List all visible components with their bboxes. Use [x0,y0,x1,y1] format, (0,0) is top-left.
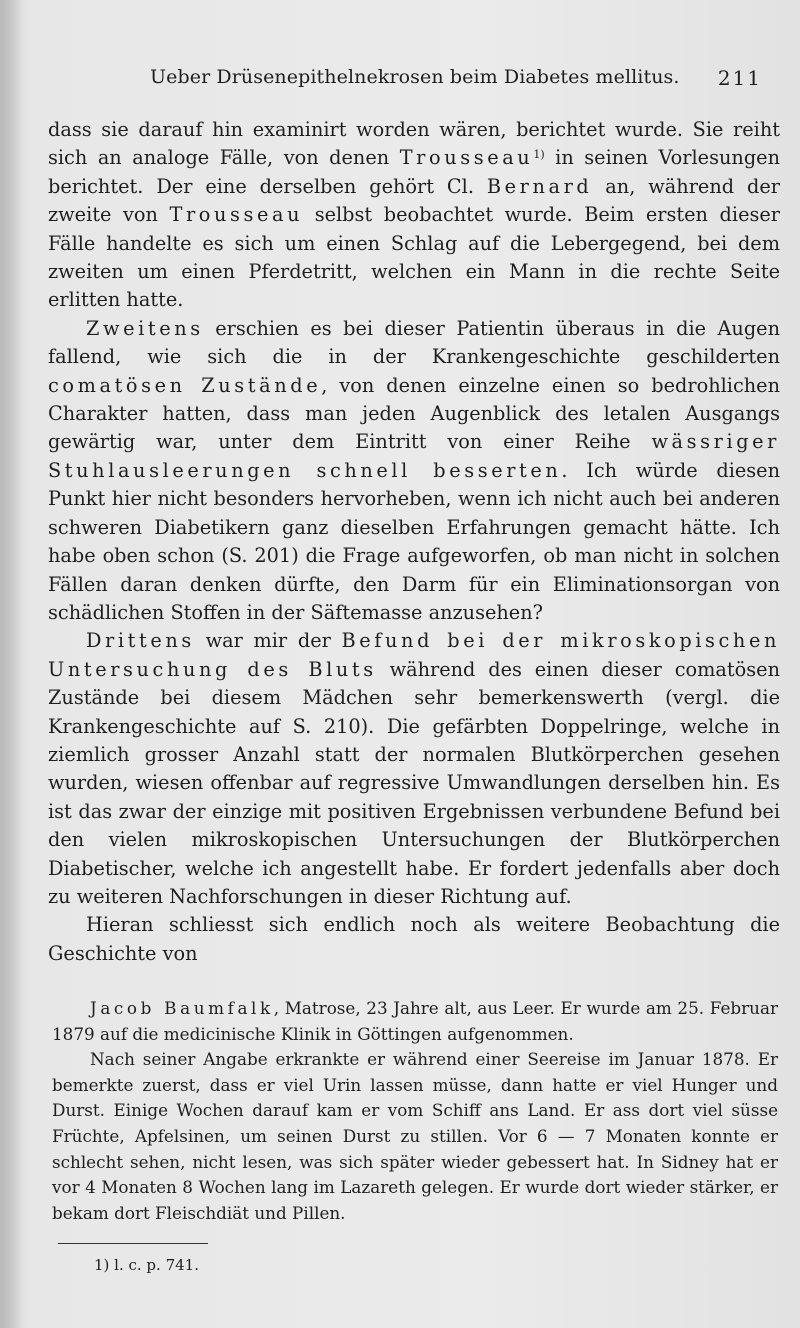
page-number: 211 [717,66,762,90]
text-run: , von denen einzelne einen so bedrohlichen Charakter hatten, dass man jeden Augenblick des letalen Ausgangs gewärtig war, unter dem Eintritt von einer Reihe [48,373,780,454]
text-run: . Ich würde diesen Punkt hier nicht besonders hervorheben, wenn ich nicht auch bei anderen schweren Diabetikern ganz dieselben Erfahrungen gemacht hätte. Ich habe oben schon (S. 201) die Frage aufgeworfen, ob man nicht in solchen Fällen daran denken dürfte, den Darm für ein Eliminationsorgan von schädlichen Stoffen in der Säftemasse anzusehen? [48,458,780,624]
gutter-shadow [0,0,22,1328]
paragraph-3 [48,627,780,911]
spaced-name: Trousseau [399,146,534,170]
text-run: in seinen Vorlesungen berichtet. Der eine derselben gehört Cl. [48,146,780,198]
text-run: war mir der [194,629,342,653]
case-report [52,996,778,1226]
patient-name: Jacob Baumfalk [90,998,274,1018]
footnote-marker: 1) [533,148,545,162]
spaced-name: Bernard [486,174,593,198]
case-history: Nach seiner Angabe erkrankte er während einer Seereise im Januar 1878. Er bemerkte zuerst, dass er viel Urin lassen müsse, dann hatte er viel Hunger und Durst. Einige Wochen darauf kam er vom Schiff ans Land. Er ass dort viel süsse Früchte, Apfelsinen, um seinen Durst zu stillen. Vor 6 — 7 Monaten konnte er schlecht sehen, nicht lesen, was sich später wieder gebessert hat. In Sidney hat er vor 4 Monaten 8 Wochen lang im Lazareth gelegen. Er wurde dort wieder stärker, er bekam dort Fleischdiät und Pillen. [52,1049,778,1223]
text-run: dass sie darauf hin examinirt worden wären, berichtet wurde. Sie reiht sich an analoge Fälle, von denen [48,118,780,170]
footnote: 1) l. c. p. 741. [94,1256,199,1274]
spaced-name: Trousseau [169,203,304,227]
spaced-emphasis: Drittens [86,629,195,653]
text-run: an, während der zweite von [48,174,780,227]
text-run: erschien es bei dieser Patientin überaus in die Augen fallend, wie sich die in der Krankengeschichte geschilderten [48,316,780,369]
spaced-emphasis: comatösen Zustände [48,373,322,397]
text-run: , Matrose, 23 Jahre alt, aus Leer. Er wurde am 25. Februar 1879 auf die medicinische Klinik in Göttingen aufgenommen. [52,998,778,1044]
paragraph-2 [48,315,780,627]
paragraph-1 [48,116,780,315]
spaced-emphasis: Befund bei der mikroskopischen Untersuchung des Bluts [48,629,780,681]
footnote-divider [58,1243,208,1244]
running-title: Ueber Drüsenepithelnekrosen beim Diabetes mellitus. [150,66,680,88]
spaced-emphasis: wässriger Stuhlausleerungen schnell besserten [48,430,780,482]
case-intro [52,996,778,1047]
main-text [48,116,780,968]
text-run: während des einen dieser comatösen Zustände bei diesem Mädchen sehr bemerkenswerth (vergl. die Krankengeschichte auf S. 210). Die gefärbten Doppelringe, welche in ziemlich grosser Anzahl statt der normalen Blutkörperchen gesehen wurden, wiesen offenbar auf regressive Umwandlungen derselben hin. Es ist das zwar der einzige mit positiven Ergebnissen verbundene Befund bei den vielen mikroskopischen Untersuchungen der Blutkörperchen Diabetischer, welche ich angestellt habe. Er fordert jedenfalls aber doch zu weiteren Nachforschungen in dieser Richtung auf. [48,657,780,908]
spaced-emphasis: Zweitens [86,316,204,340]
text-run: selbst beobachtet wurde. Beim ersten dieser Fälle handelte es sich um einen Schlag auf die Lebergegend, bei dem zweiten um einen Pferdetritt, welchen ein Mann in die rechte Seite erlitten hatte. [48,203,781,312]
paragraph-4: Hieran schliesst sich endlich noch als weitere Beobachtung die Geschichte von [48,913,780,965]
